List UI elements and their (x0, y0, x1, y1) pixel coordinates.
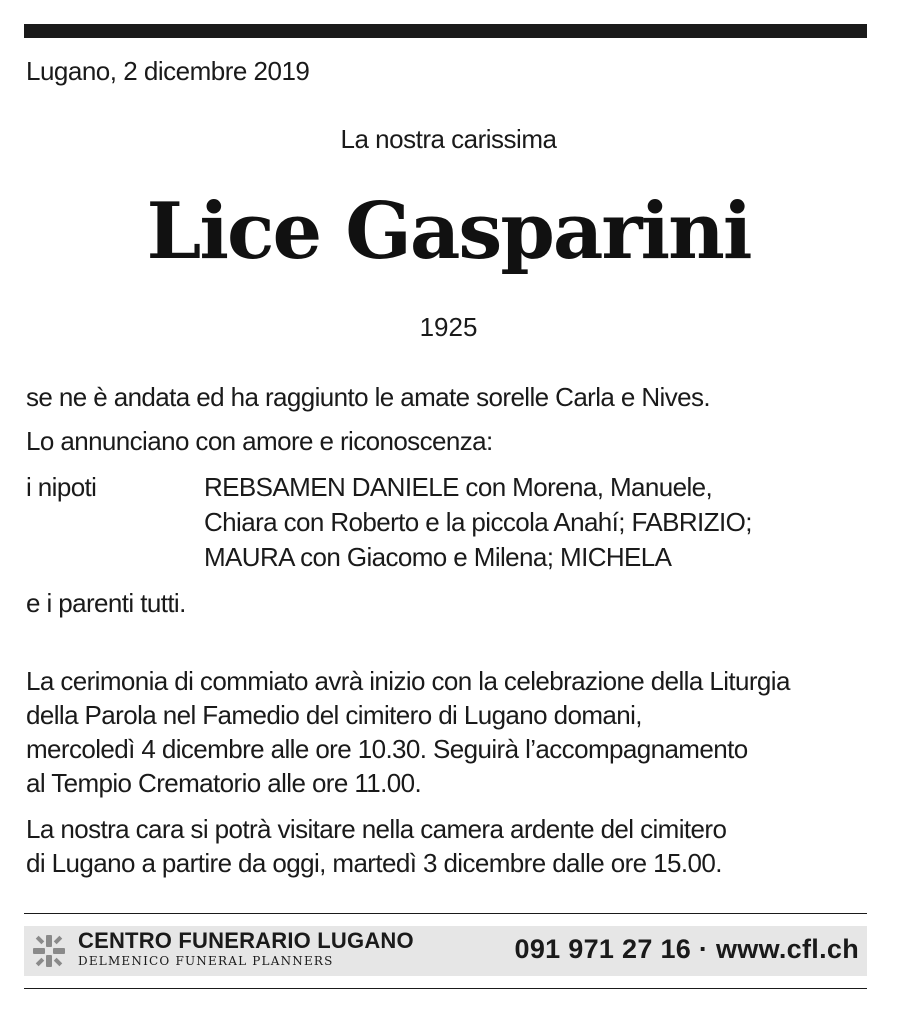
funeral-home-name: CENTRO FUNERARIO LUGANO (78, 928, 414, 953)
place-date: Lugano, 2 dicembre 2019 (26, 56, 310, 86)
contact-info: 091 971 27 16 · www.cfl.ch (514, 934, 859, 964)
relatives-text: e i parenti tutti. (26, 588, 186, 618)
top-bar (24, 24, 867, 38)
nipoti-label: i nipoti (26, 472, 97, 502)
visit-line: di Lugano a partire da oggi, martedì 3 dicembre dalle ore 15.00. (26, 848, 722, 878)
visit-paragraph (26, 812, 876, 880)
ceremony-line: mercoledì 4 dicembre alle ore 10.30. Seguirà l’accompagnamento (26, 734, 748, 764)
nipoti-line: MAURA con Giacomo e Milena; MICHELA (204, 542, 672, 572)
visit-line: La nostra cara si potrà visitare nella camera ardente del cimitero (26, 814, 727, 844)
intro-text: La nostra carissima (340, 124, 557, 154)
funeral-home-tagline: DELMENICO FUNERAL PLANNERS (78, 954, 334, 968)
announcement-text: Lo annunciano con amore e riconoscenza: (26, 426, 493, 456)
passing-text: se ne è andata ed ha raggiunto le amate sorelle Carla e Nives. (26, 382, 711, 412)
footer-bottom-rule (24, 988, 867, 989)
deceased-name: Lice Gasparini (146, 186, 751, 277)
ceremony-line: della Parola nel Famedio del cimitero di Lugano domani, (26, 700, 642, 730)
footer-top-rule (24, 913, 867, 914)
ceremony-line: al Tempio Crematorio alle ore 11.00. (26, 768, 422, 798)
nipoti-line: Chiara con Roberto e la piccola Anahí; FABRIZIO; (204, 507, 752, 537)
ceremony-line: La cerimonia di commiato avrà inizio con la celebrazione della Liturgia (26, 666, 790, 696)
birth-year: 1925 (419, 312, 478, 342)
nipoti-line: REBSAMEN DANIELE con Morena, Manuele, (204, 472, 713, 502)
cross-flower-icon (31, 933, 67, 969)
ceremony-paragraph (26, 664, 876, 800)
